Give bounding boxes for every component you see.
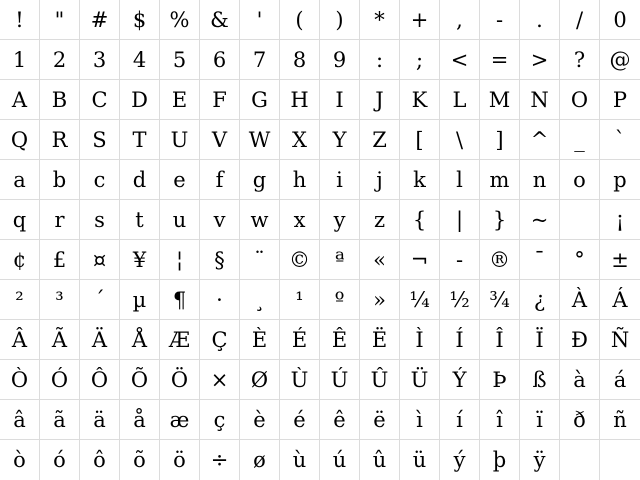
glyph-cell[interactable]: F (200, 80, 240, 120)
glyph-cell[interactable]: - (440, 240, 480, 280)
glyph-cell[interactable]: x (280, 200, 320, 240)
glyph-cell[interactable]: R (40, 120, 80, 160)
glyph-cell[interactable]: H (280, 80, 320, 120)
glyph-cell[interactable]: ± (600, 240, 640, 280)
glyph-cell[interactable]: r (40, 200, 80, 240)
glyph-cell[interactable]: V (200, 120, 240, 160)
glyph-cell[interactable]: g (240, 160, 280, 200)
glyph-cell[interactable]: K (400, 80, 440, 120)
glyph-cell[interactable]: = (480, 40, 520, 80)
glyph-cell[interactable]: Ø (240, 360, 280, 400)
glyph-cell[interactable]: § (200, 240, 240, 280)
glyph-cell[interactable]: [ (400, 120, 440, 160)
glyph-cell[interactable]: Í (440, 320, 480, 360)
glyph-cell[interactable]: ß (520, 360, 560, 400)
glyph-cell[interactable]: © (280, 240, 320, 280)
glyph-cell[interactable]: ¼ (400, 280, 440, 320)
glyph-cell[interactable]: G (240, 80, 280, 120)
glyph-cell[interactable]: Ì (400, 320, 440, 360)
glyph-cell[interactable]: 4 (120, 40, 160, 80)
glyph-cell[interactable]: ó (40, 440, 80, 480)
glyph-cell[interactable]: ï (520, 400, 560, 440)
glyph-cell[interactable]: ) (320, 0, 360, 40)
glyph-cell[interactable]: X (280, 120, 320, 160)
glyph-cell[interactable]: ! (0, 0, 40, 40)
glyph-cell[interactable]: a (0, 160, 40, 200)
glyph-cell[interactable]: ã (40, 400, 80, 440)
glyph-cell[interactable]: m (480, 160, 520, 200)
glyph-cell[interactable]: ñ (600, 400, 640, 440)
glyph-cell[interactable]: » (360, 280, 400, 320)
glyph-cell[interactable]: u (160, 200, 200, 240)
glyph-cell[interactable] (560, 200, 600, 240)
glyph-cell[interactable]: ÿ (520, 440, 560, 480)
glyph-cell[interactable]: ô (80, 440, 120, 480)
glyph-cell[interactable]: 3 (80, 40, 120, 80)
glyph-cell[interactable]: Ú (320, 360, 360, 400)
glyph-cell[interactable]: É (280, 320, 320, 360)
glyph-cell[interactable]: ð (560, 400, 600, 440)
glyph-cell[interactable]: Ò (0, 360, 40, 400)
glyph-cell[interactable]: ´ (80, 280, 120, 320)
glyph-cell[interactable]: i (320, 160, 360, 200)
glyph-cell[interactable]: Þ (480, 360, 520, 400)
glyph-cell[interactable]: Q (0, 120, 40, 160)
glyph-cell[interactable]: µ (120, 280, 160, 320)
glyph-cell[interactable]: Î (480, 320, 520, 360)
glyph-cell[interactable]: < (440, 40, 480, 80)
glyph-cell[interactable]: C (80, 80, 120, 120)
glyph-cell[interactable]: ; (400, 40, 440, 80)
glyph-cell[interactable]: > (520, 40, 560, 80)
glyph-cell[interactable]: d (120, 160, 160, 200)
glyph-cell[interactable]: A (0, 80, 40, 120)
glyph-cell[interactable]: | (440, 200, 480, 240)
glyph-cell[interactable]: I (320, 80, 360, 120)
glyph-cell[interactable]: q (0, 200, 40, 240)
glyph-cell[interactable]: ë (360, 400, 400, 440)
glyph-cell[interactable]: b (40, 160, 80, 200)
glyph-cell[interactable]: ( (280, 0, 320, 40)
glyph-cell[interactable]: í (440, 400, 480, 440)
glyph-cell[interactable]: Ë (360, 320, 400, 360)
glyph-cell[interactable]: ½ (440, 280, 480, 320)
glyph-cell[interactable]: £ (40, 240, 80, 280)
glyph-cell[interactable]: * (360, 0, 400, 40)
glyph-cell[interactable]: ¬ (400, 240, 440, 280)
glyph-cell[interactable]: ù (280, 440, 320, 480)
glyph-cell[interactable]: õ (120, 440, 160, 480)
glyph-cell[interactable]: / (560, 0, 600, 40)
glyph-cell[interactable]: 0 (600, 0, 640, 40)
glyph-cell[interactable]: ¤ (80, 240, 120, 280)
glyph-cell[interactable]: ¡ (600, 200, 640, 240)
glyph-cell[interactable]: l (440, 160, 480, 200)
glyph-cell[interactable]: p (600, 160, 640, 200)
glyph-cell[interactable]: ø (240, 440, 280, 480)
glyph-cell[interactable]: ' (240, 0, 280, 40)
glyph-cell[interactable]: M (480, 80, 520, 120)
glyph-cell[interactable]: 5 (160, 40, 200, 80)
glyph-cell[interactable]: Á (600, 280, 640, 320)
glyph-cell[interactable]: Y (320, 120, 360, 160)
glyph-cell[interactable]: Å (120, 320, 160, 360)
glyph-cell[interactable]: ö (160, 440, 200, 480)
glyph-cell[interactable]: Ü (400, 360, 440, 400)
glyph-cell[interactable]: Ï (520, 320, 560, 360)
glyph-cell[interactable]: ¥ (120, 240, 160, 280)
glyph-cell[interactable]: . (520, 0, 560, 40)
glyph-cell[interactable]: \ (440, 120, 480, 160)
glyph-cell[interactable]: N (520, 80, 560, 120)
glyph-cell[interactable]: E (160, 80, 200, 120)
glyph-cell[interactable]: ° (560, 240, 600, 280)
glyph-cell[interactable]: } (480, 200, 520, 240)
glyph-cell[interactable]: ü (400, 440, 440, 480)
glyph-cell[interactable]: T (120, 120, 160, 160)
glyph-cell[interactable]: æ (160, 400, 200, 440)
glyph-cell[interactable]: f (200, 160, 240, 200)
glyph-cell[interactable]: Ç (200, 320, 240, 360)
glyph-cell[interactable]: { (400, 200, 440, 240)
glyph-cell[interactable]: þ (480, 440, 520, 480)
glyph-cell[interactable]: v (200, 200, 240, 240)
glyph-cell[interactable]: ¾ (480, 280, 520, 320)
glyph-cell[interactable]: ¶ (160, 280, 200, 320)
glyph-cell[interactable]: ? (560, 40, 600, 80)
glyph-cell[interactable]: n (520, 160, 560, 200)
glyph-cell[interactable]: @ (600, 40, 640, 80)
glyph-cell[interactable]: « (360, 240, 400, 280)
glyph-cell[interactable]: á (600, 360, 640, 400)
glyph-cell[interactable]: × (200, 360, 240, 400)
glyph-cell[interactable]: D (120, 80, 160, 120)
glyph-cell[interactable]: o (560, 160, 600, 200)
glyph-cell[interactable]: ¿ (520, 280, 560, 320)
glyph-cell[interactable]: ¦ (160, 240, 200, 280)
glyph-cell[interactable]: È (240, 320, 280, 360)
glyph-cell[interactable]: Õ (120, 360, 160, 400)
glyph-cell[interactable]: 1 (0, 40, 40, 80)
glyph-cell[interactable]: : (360, 40, 400, 80)
glyph-cell[interactable]: k (400, 160, 440, 200)
glyph-cell[interactable]: y (320, 200, 360, 240)
glyph-cell[interactable]: 7 (240, 40, 280, 80)
glyph-cell[interactable]: û (360, 440, 400, 480)
glyph-cell[interactable]: ¢ (0, 240, 40, 280)
glyph-cell[interactable]: Û (360, 360, 400, 400)
glyph-cell[interactable] (560, 440, 600, 480)
glyph-cell[interactable]: J (360, 80, 400, 120)
glyph-cell[interactable]: S (80, 120, 120, 160)
glyph-cell[interactable]: Ö (160, 360, 200, 400)
glyph-cell[interactable]: B (40, 80, 80, 120)
glyph-cell[interactable]: + (400, 0, 440, 40)
glyph-cell[interactable]: Ô (80, 360, 120, 400)
glyph-cell[interactable]: 2 (40, 40, 80, 80)
glyph-cell[interactable]: % (160, 0, 200, 40)
glyph-cell[interactable]: Ù (280, 360, 320, 400)
glyph-cell[interactable]: e (160, 160, 200, 200)
glyph-cell[interactable]: â (0, 400, 40, 440)
glyph-cell[interactable] (600, 440, 640, 480)
glyph-cell[interactable]: Ê (320, 320, 360, 360)
glyph-cell[interactable]: º (320, 280, 360, 320)
glyph-cell[interactable]: Ä (80, 320, 120, 360)
glyph-cell[interactable]: ì (400, 400, 440, 440)
glyph-cell[interactable]: $ (120, 0, 160, 40)
glyph-cell[interactable]: Z (360, 120, 400, 160)
glyph-cell[interactable]: ® (480, 240, 520, 280)
glyph-cell[interactable]: j (360, 160, 400, 200)
glyph-cell[interactable]: _ (560, 120, 600, 160)
glyph-cell[interactable]: Æ (160, 320, 200, 360)
glyph-cell[interactable]: t (120, 200, 160, 240)
glyph-cell[interactable]: - (480, 0, 520, 40)
glyph-cell[interactable]: ¯ (520, 240, 560, 280)
glyph-cell[interactable]: è (240, 400, 280, 440)
glyph-cell[interactable]: Ý (440, 360, 480, 400)
glyph-cell[interactable]: ¨ (240, 240, 280, 280)
glyph-cell[interactable]: à (560, 360, 600, 400)
glyph-cell[interactable]: z (360, 200, 400, 240)
glyph-cell[interactable]: Â (0, 320, 40, 360)
glyph-cell[interactable]: ý (440, 440, 480, 480)
glyph-cell[interactable]: é (280, 400, 320, 440)
glyph-cell[interactable]: ê (320, 400, 360, 440)
glyph-cell[interactable]: Ó (40, 360, 80, 400)
glyph-cell[interactable]: ¹ (280, 280, 320, 320)
glyph-cell[interactable]: c (80, 160, 120, 200)
glyph-cell[interactable]: h (280, 160, 320, 200)
glyph-cell[interactable]: å (120, 400, 160, 440)
glyph-cell[interactable]: ² (0, 280, 40, 320)
glyph-cell[interactable]: ÷ (200, 440, 240, 480)
glyph-cell[interactable]: ] (480, 120, 520, 160)
glyph-cell[interactable]: ä (80, 400, 120, 440)
glyph-cell[interactable]: ç (200, 400, 240, 440)
glyph-cell[interactable]: # (80, 0, 120, 40)
glyph-cell[interactable]: À (560, 280, 600, 320)
glyph-cell[interactable]: 6 (200, 40, 240, 80)
glyph-cell[interactable]: Ã (40, 320, 80, 360)
glyph-cell[interactable]: & (200, 0, 240, 40)
glyph-cell[interactable]: ú (320, 440, 360, 480)
glyph-cell[interactable]: , (440, 0, 480, 40)
glyph-cell[interactable]: Ñ (600, 320, 640, 360)
glyph-cell[interactable]: Ð (560, 320, 600, 360)
glyph-cell[interactable]: ~ (520, 200, 560, 240)
glyph-cell[interactable]: · (200, 280, 240, 320)
glyph-cell[interactable]: ³ (40, 280, 80, 320)
glyph-cell[interactable]: P (600, 80, 640, 120)
glyph-cell[interactable]: 8 (280, 40, 320, 80)
glyph-cell[interactable]: î (480, 400, 520, 440)
glyph-cell[interactable]: O (560, 80, 600, 120)
glyph-cell[interactable]: ¸ (240, 280, 280, 320)
glyph-cell[interactable]: w (240, 200, 280, 240)
glyph-cell[interactable]: 9 (320, 40, 360, 80)
glyph-cell[interactable]: W (240, 120, 280, 160)
glyph-cell[interactable]: ` (600, 120, 640, 160)
glyph-cell[interactable]: ò (0, 440, 40, 480)
glyph-cell[interactable]: L (440, 80, 480, 120)
glyph-cell[interactable]: " (40, 0, 80, 40)
glyph-cell[interactable]: ^ (520, 120, 560, 160)
glyph-cell[interactable]: U (160, 120, 200, 160)
glyph-cell[interactable]: ª (320, 240, 360, 280)
glyph-cell[interactable]: s (80, 200, 120, 240)
